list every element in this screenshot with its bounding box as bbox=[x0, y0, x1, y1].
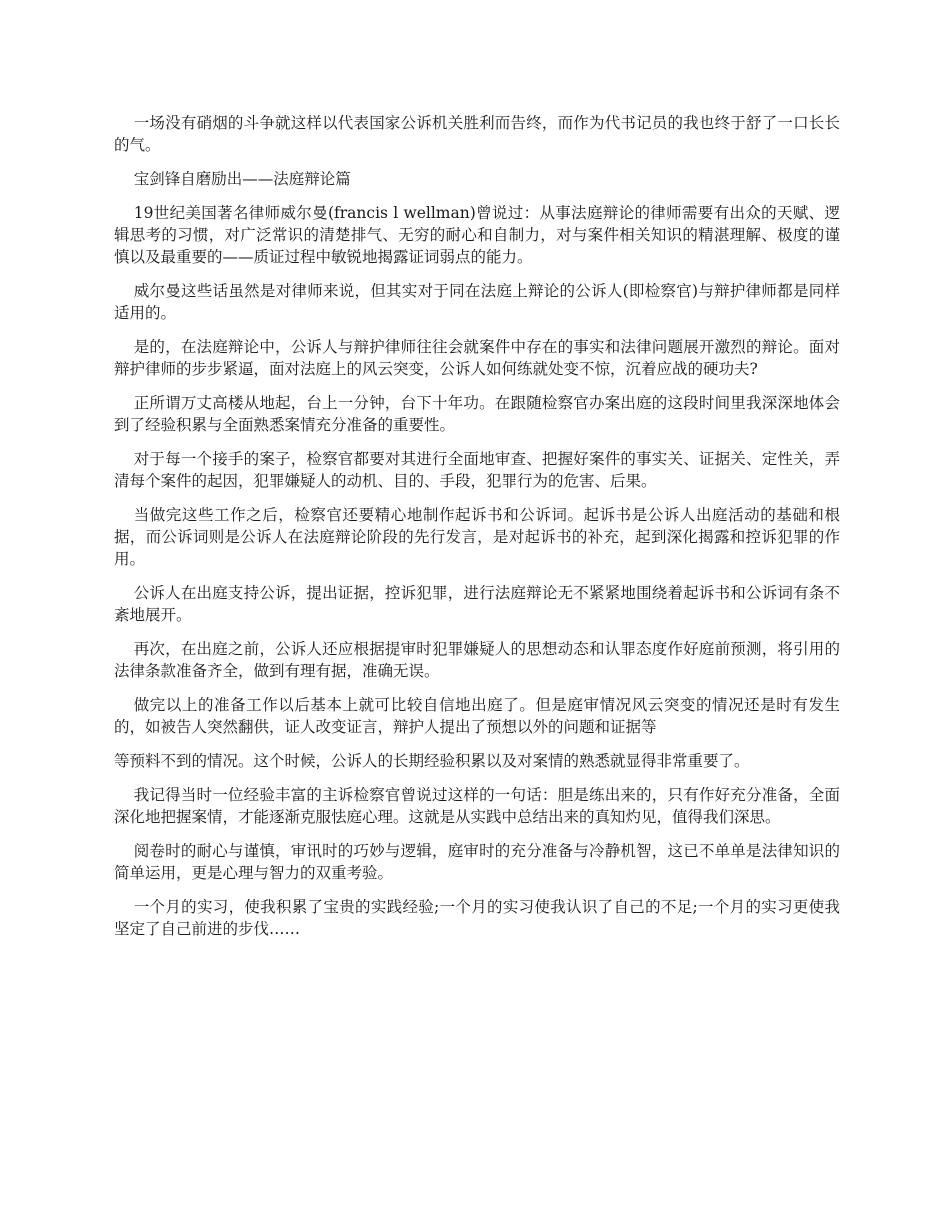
paragraph: 再次，在出庭之前，公诉人还应根据提审时犯罪嫌疑人的思想动态和认罪态度作好庭前预测，将引用的法律条款准备齐全，做到有理有据，准确无误。 bbox=[114, 640, 840, 680]
document-body bbox=[114, 112, 840, 952]
paragraph: 威尔曼这些话虽然是对律师来说，但其实对于同在法庭上辩论的公诉人(即检察官)与辩护律师都是同样适用的。 bbox=[114, 282, 840, 322]
paragraph: 做完以上的准备工作以后基本上就可比较自信地出庭了。但是庭审情况风云突变的情况还是时有发生的，如被告人突然翻供，证人改变证言，辩护人提出了预想以外的问题和证据等 bbox=[114, 696, 840, 736]
paragraph: 对于每一个接手的案子，检察官都要对其进行全面地审查、把握好案件的事实关、证据关、定性关，弄清每个案件的起因，犯罪嫌疑人的动机、目的、手段，犯罪行为的危害、后果。 bbox=[114, 450, 840, 490]
paragraph: 公诉人在出庭支持公诉，提出证据，控诉犯罪，进行法庭辩论无不紧紧地围绕着起诉书和公诉词有条不紊地展开。 bbox=[114, 584, 840, 624]
paragraph: 正所谓万丈高楼从地起，台上一分钟，台下十年功。在跟随检察官办案出庭的这段时间里我深深地体会到了经验积累与全面熟悉案情充分准备的重要性。 bbox=[114, 394, 840, 434]
paragraph-closing: 一个月的实习，使我积累了宝贵的实践经验;一个月的实习使我认识了自己的不足;一个月的实习更使我坚定了自己前进的步伐…… bbox=[114, 898, 840, 938]
paragraph: 是的，在法庭辩论中，公诉人与辩护律师往往会就案件中存在的事实和法律问题展开激烈的辩论。面对辩护律师的步步紧逼，面对法庭上的风云突变，公诉人如何练就处变不惊，沉着应战的硬功夫? bbox=[114, 338, 840, 378]
paragraph-continuation: 等预料不到的情况。这个时候，公诉人的长期经验积累以及对案情的熟悉就显得非常重要了。 bbox=[114, 752, 750, 770]
paragraph-wellman-quote: 19世纪美国著名律师威尔曼(francis l wellman)曾说过：从事法庭辩论的律师需要有出众的天赋、逻辑思考的习惯，对广泛常识的清楚排气、无穷的耐心和自制力，对与案件相关知识的精湛理解、极度的谨慎以及最重要的——质证过程中敏锐地揭露证词弱点的能力。 bbox=[114, 204, 840, 266]
paragraph-conclusion: 一场没有硝烟的斗争就这样以代表国家公诉机关胜利而告终，而作为代书记员的我也终于舒了一口长长的气。 bbox=[114, 114, 840, 154]
paragraph: 阅卷时的耐心与谨慎，审讯时的巧妙与逻辑，庭审时的充分准备与冷静机智，这已不单单是法律知识的简单运用，更是心理与智力的双重考验。 bbox=[114, 842, 840, 882]
paragraph: 我记得当时一位经验丰富的主诉检察官曾说过这样的一句话：胆是练出来的，只有作好充分准备，全面深化地把握案情，才能逐渐克服怯庭心理。这就是从实践中总结出来的真知灼见，值得我们深思。 bbox=[114, 786, 840, 826]
paragraph: 当做完这些工作之后，检察官还要精心地制作起诉书和公诉词。起诉书是公诉人出庭活动的基础和根据，而公诉词则是公诉人在法庭辩论阶段的先行发言，是对起诉书的补充，起到深化揭露和控诉犯罪的作用。 bbox=[114, 506, 840, 568]
section-heading: 宝剑锋自磨励出——法庭辩论篇 bbox=[133, 170, 351, 188]
